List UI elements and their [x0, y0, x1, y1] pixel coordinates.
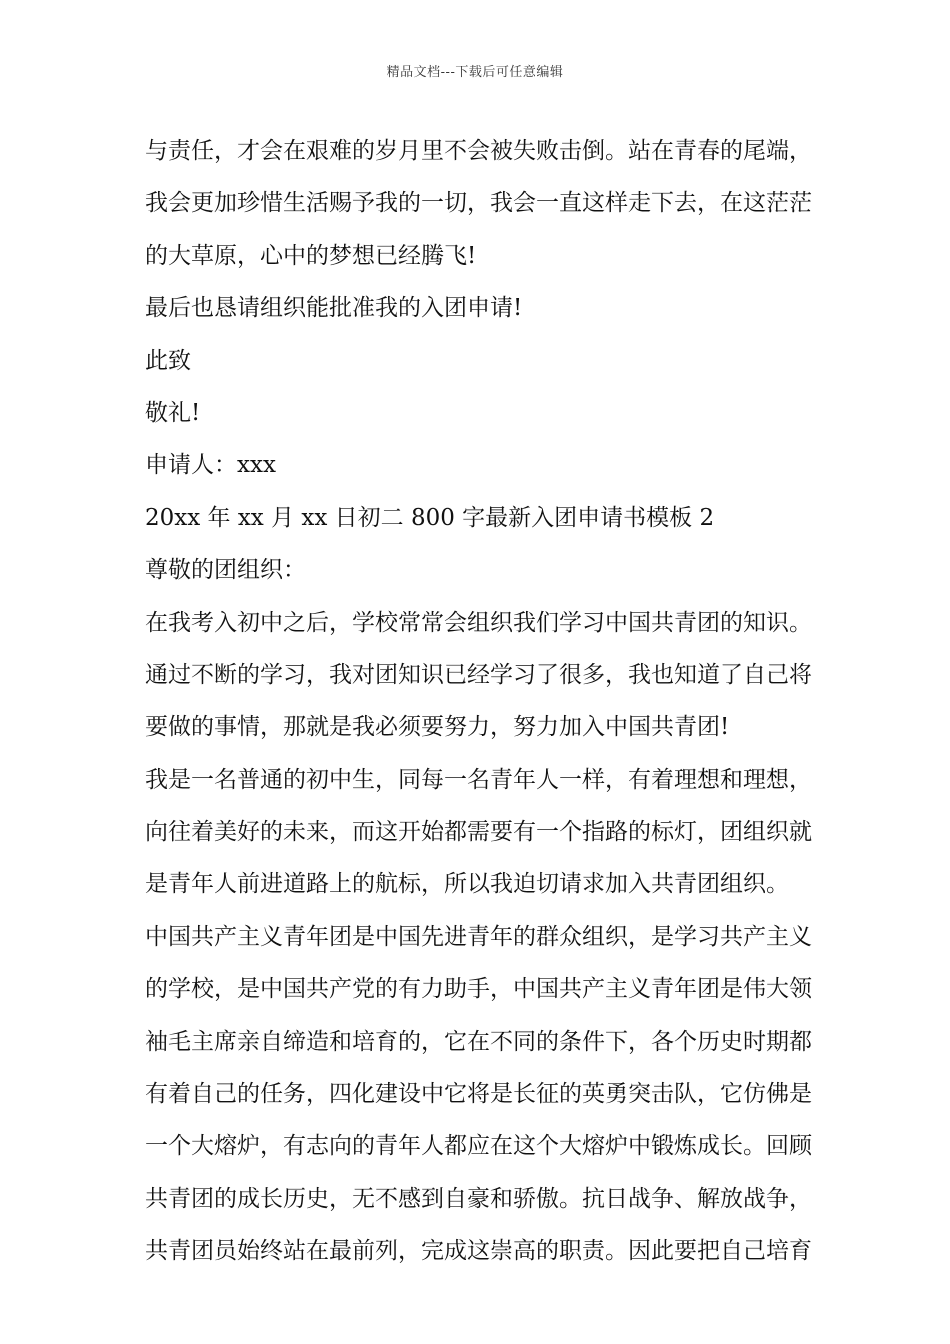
text-line: 中国共产主义青年团是中国先进青年的群众组织，是学习共产主义 — [145, 923, 812, 950]
text-line: 通过不断的学习，我对团知识已经学习了很多，我也知道了自己将 — [145, 661, 812, 688]
text-line: 向往着美好的未来，而这开始都需要有一个指路的标灯，团组织就 — [145, 819, 812, 846]
closing-regards: 敬礼! — [145, 399, 201, 426]
text-line: 的大草原，心中的梦想已经腾飞! — [145, 242, 477, 269]
page-header: 精品文档---下载后可任意编辑 — [386, 65, 564, 80]
applicant-signature: 申请人：xxx — [145, 452, 276, 479]
text-line: 要做的事情，那就是我必须要努力，努力加入中国共青团! — [145, 714, 730, 741]
text-line: 是青年人前进道路上的航标，所以我迫切请求加入共青团组织。 — [145, 871, 789, 898]
text-line: 有着自己的任务，四化建设中它将是长征的英勇突击队，它仿佛是 — [145, 1081, 812, 1108]
text-line: 与责任，才会在艰难的岁月里不会被失败击倒。站在青春的尾端， — [145, 138, 812, 164]
text-line: 共青团的成长历史，无不感到自豪和骄傲。抗日战争、解放战争， — [145, 1185, 812, 1212]
text-line: 一个大熔炉，有志向的青年人都应在这个大熔炉中锻炼成长。回顾 — [145, 1133, 812, 1160]
document-body — [145, 125, 815, 1278]
text-line: 袖毛主席亲自缔造和培育的，它在不同的条件下，各个历史时期都 — [145, 1028, 812, 1055]
text-line: 的学校，是中国共产党的有力助手，中国共产主义青年团是伟大领 — [145, 976, 812, 1003]
text-line: 我是一名普通的初中生，同每一名青年人一样，有着理想和理想， — [145, 766, 812, 793]
closing-salutation: 此致 — [145, 347, 191, 374]
text-line: 共青团员始终站在最前列，完成这崇高的职责。因此要把自己培育 — [145, 1238, 812, 1265]
text-line: 我会更加珍惜生活赐予我的一切，我会一直这样走下去，在这茫茫 — [145, 190, 812, 217]
text-line: 最后也恳请组织能批准我的入团申请! — [145, 295, 523, 322]
section-title: 20xx 年 xx 月 xx 日初二 800 字最新入团申请书模板 2 — [145, 504, 715, 531]
greeting: 尊敬的团组织： — [145, 557, 306, 584]
text-line: 在我考入初中之后，学校常常会组织我们学习中国共青团的知识。 — [145, 609, 812, 636]
